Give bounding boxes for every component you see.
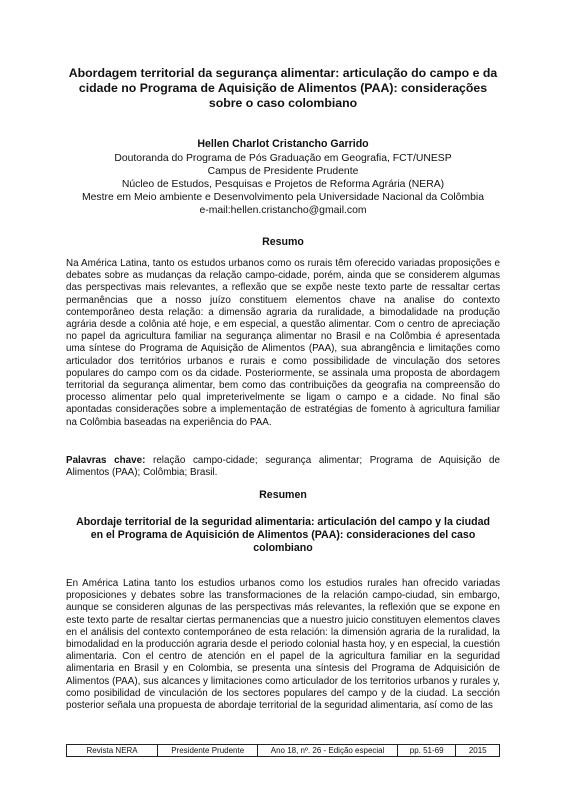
author-affiliation-program: Doutoranda do Programa de Pós Graduação em Geografia, FCT/UNESP [114, 153, 452, 164]
author-name: Hellen Charlot Cristancho Garrido [197, 138, 369, 150]
footer-journal: Revista NERA [67, 745, 158, 756]
author-affiliation-campus: Campus de Presidente Prudente [207, 166, 359, 177]
resumo-text: Na América Latina, tanto os estudos urbanos como os rurais têm oferecido variadas proposições e debates sobre as mudanças da relação campo-cidade, porém, ainda que se considerem algumas das perspectivas mais relevantes, a reflexão que se expõe neste texto parte de ressaltar certas permanências que a nosso juízo constituem elementos chave na analise do contexto contemporâneo desta relação: a dimensão agraria da ruralidade, a bimodalidade na produção agrária desde a colônia até hoje, e em especial, a questão alimentar. Com o centro de apreciação no papel da agricultura familiar na segurança alimentar no Brasil e na Colômbia é apresentada uma síntese do Programa de Aquisição de Alimentos (PAA), sua abrangência e limitações como articulador dos territórios urbanos e rurais e como possibilidade de vinculação dos setores populares do campo com os da cidade. Posteriormente, se assinala uma proposta de abordagem territorial da segurança alimentar, bem como das contribuições da geografia na compreensão do processo alimentar pelo qual impreterivelmente se ligam o campo e a cidade. No final são apontadas considerações sobre a implementação de estratégias de fomento à agricultura familiar na Colômbia baseadas na experiência do PAA. [66, 258, 500, 428]
paper-title: Abordagem territorial da segurança alimentar: articulação do campo e da cidade no Programa de Aquisição de Alimentos (PAA): considerações sobre o caso colombiano [68, 66, 498, 110]
resumo-heading: Resumo [262, 236, 304, 248]
footer-city: Presidente Prudente [158, 745, 258, 756]
footer-year: 2015 [468, 746, 487, 755]
author-affiliation-nera: Núcleo de Estudos, Pesquisas e Projetos de Reforma Agrária (NERA) [121, 179, 445, 190]
keywords-text: relação campo-cidade; segurança alimentar; Programa de Aquisição de Alimentos (PAA); Colômbia; Brasil. [66, 455, 500, 479]
footer-pages: pp. 51-69 [398, 745, 456, 756]
footer-issue: Ano 18, nº. 26 - Edição especial [258, 745, 398, 756]
resumen-heading: Resumen [259, 489, 307, 501]
keywords [66, 455, 500, 479]
resumen-title: Abordaje territorial de la seguridad alimentaria: articulación del campo y la ciudad en el Programa de Aquisición de Alimentos (PAA): consideraciones del caso colombiano [76, 516, 490, 554]
resumen-text: En América Latina tanto los estudios urbanos como los estudios rurales han ofrecido variadas proposiciones y debates sobre las transformaciones de la relación campo-ciudad, sin embargo, aunque se consideren algunas de las perspectivas más relevantes, la reflexión que se expone en este texto parte de resaltar ciertas permanencias que a nuestro juicio constituyen elementos claves en el análisis del contexto contemporáneo de esta relación: la dimensión agraria de la ruralidad, la bimodalidad en la producción agraria desde el periodo colonial hasta hoy, y en especial, la cuestión alimentaria. Con el centro de atención en el papel de la agricultura familiar en la seguridad alimentaria en Brasil y en Colombia, se presenta una síntesis del Programa de Adquisición de Alimentos (PAA), sus alcances y limitaciones como articulador de los territorios urbanos y rurales y, como posibilidad de vinculación de los sectores populares del campo y de la ciudad. La sección posterior señala una propuesta de abordaje territorial de la seguridad alimentaria, así como de las [66, 578, 500, 712]
author-email[interactable]: e-mail:hellen.cristancho@gmail.com [199, 205, 367, 216]
page-footer [66, 744, 500, 757]
author-affiliation-masters: Mestre em Meio ambiente e Desenvolvimento pela Universidade Nacional da Colômbia [82, 192, 484, 203]
keywords-label: Palavras chave: [66, 455, 146, 466]
author-block [60, 138, 506, 217]
